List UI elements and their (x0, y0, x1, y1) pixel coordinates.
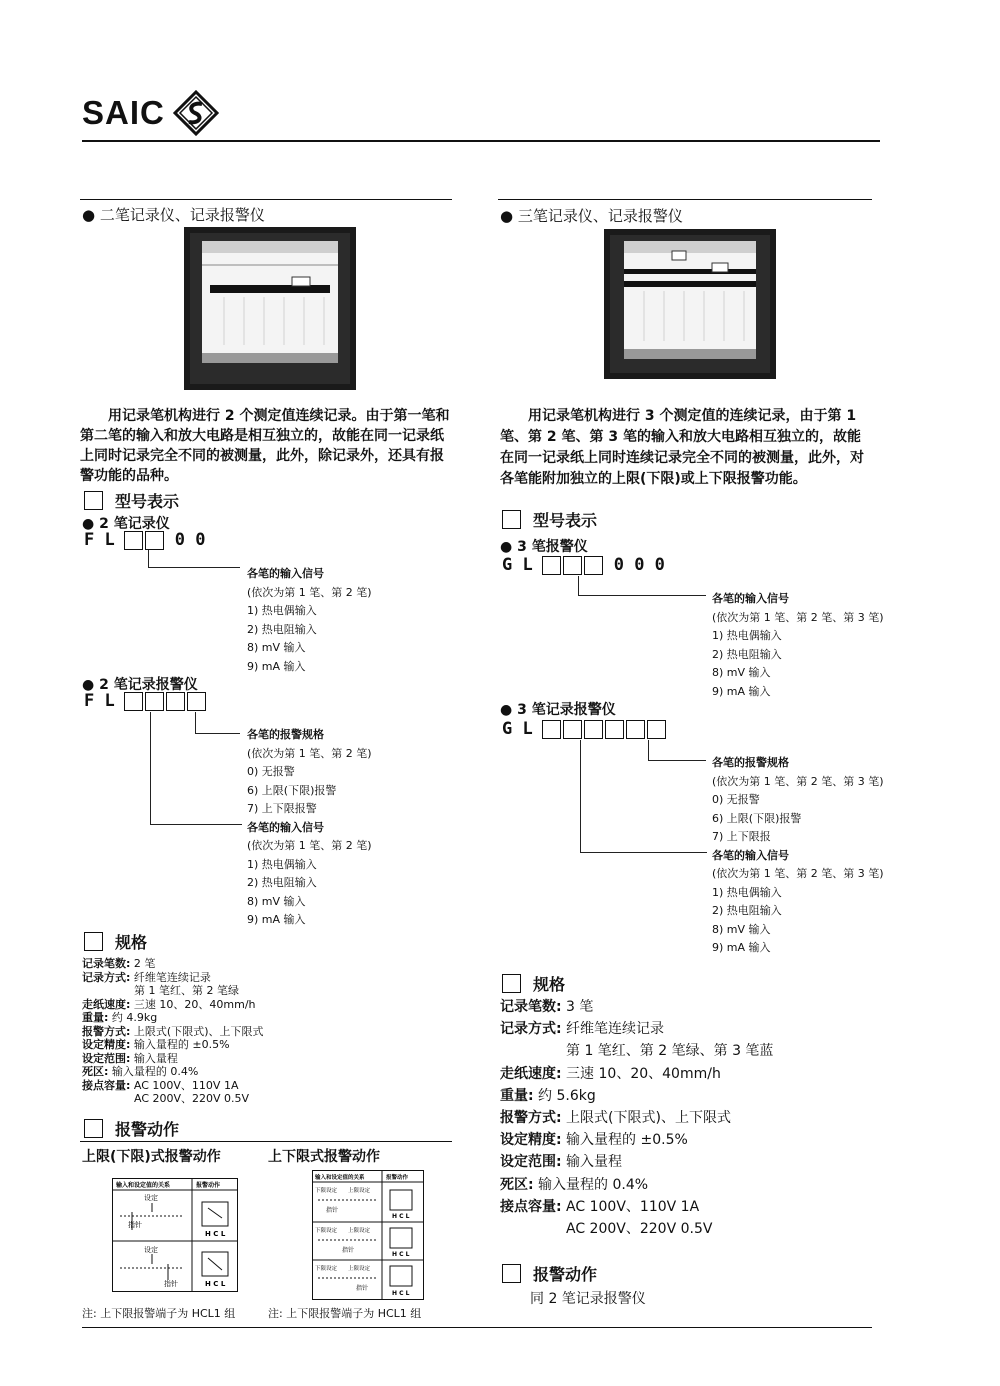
right-rec-options: 各笔的输入信号 (依次为第 1 笔、第 2 笔、第 3 笔) 1) 热电偶输入 2) 热电阻输入 8) mV 输入 9) mA 输入 (712, 592, 884, 698)
diag-pointer-label: 指针 (342, 1247, 355, 1254)
right-description: 用记录笔机构进行 3 个测定值的连续记录，由于第 1 笔、第 2 笔、第 3 笔的输入和放大电路相互独立的，故能在同一记录纸上同时连续记录完全不同的被测量，此外，对各笔能附加独立的上限(下限)或上下限报警功能。 (500, 408, 864, 487)
right-model-header: 型号表示 (502, 508, 597, 531)
diag-set-label: 设定 (144, 1194, 158, 1202)
code-box (124, 692, 143, 711)
code-box (584, 556, 603, 575)
left-alarm-bullet: ● 2 笔记录报警仪 (82, 677, 198, 693)
checkbox-square-icon (84, 1119, 103, 1138)
diag-hcl-label: H C L (392, 1251, 410, 1258)
right-alarm-bullet: ● 3 笔记录报警仪 (500, 702, 616, 718)
diag-lower-label: 下限设定 (315, 1188, 338, 1194)
left-title-rule (80, 199, 452, 200)
right-alarm-header: 报警动作 (502, 1262, 597, 1285)
code-box (166, 692, 185, 711)
alarm-diagram-b-svg (312, 1170, 424, 1300)
logo-text: SAIC (82, 94, 165, 131)
alarm-a-title: 上限(下限)式报警动作 (82, 1149, 221, 1165)
brand-logo (82, 90, 219, 136)
diag-col1-label: 输入和设定值的关系 (116, 1182, 171, 1189)
code-box (124, 531, 143, 550)
diag-col1-label: 输入和设定值的关系 (315, 1175, 365, 1181)
code-box (145, 531, 164, 550)
right-alarm-code: G L (502, 719, 667, 739)
diag-upper-label: 上限设定 (348, 1188, 371, 1194)
left-section-title: ● 二笔记录仪、记录报警仪 (82, 206, 265, 224)
right-specs: 记录笔数: 3 笔 记录方式: 纤维笔连续记录 第 1 笔红、第 2 笔绿、第 3 笔蓝 走纸速度: 三速 10、20、40mm/h 重量: 约 5.6kg 报警方式: 上限式(下限式)、上下限式 设定精度: 输入量程的 ±0.5% 设定范围: 输入量程 死区: 输入量程的 0.4% 接点容量: AC 100V、110V 1A AC 200V、220V 0.5V (500, 999, 774, 1238)
diag-pointer-label: 指针 (128, 1221, 142, 1229)
diag-upper-label: 上限设定 (348, 1266, 371, 1272)
footer-rule (82, 1327, 872, 1328)
left-spec-header: 规格 (84, 930, 147, 953)
diag-hcl-label: H C L (205, 1230, 226, 1238)
right-recorder-photo (604, 229, 776, 379)
header-rule (82, 140, 880, 142)
recorder-image (604, 229, 776, 379)
left-rec-options: 各笔的输入信号 (依次为第 1 笔、第 2 笔) 1) 热电偶输入 2) 热电阻输入 8) mV 输入 9) mA 输入 (247, 567, 372, 673)
alarm-rule (80, 1141, 452, 1142)
left-rec-bullet: ● 2 笔记录仪 (82, 516, 170, 532)
alarm-diagram-a-svg (112, 1178, 238, 1292)
code-box (563, 556, 582, 575)
code-box (542, 556, 561, 575)
bullet-icon: ● (500, 207, 518, 225)
left-model-header: 型号表示 (84, 489, 179, 512)
diag-pointer-label: 指针 (356, 1285, 369, 1292)
code-box (584, 720, 603, 739)
alarm-diagram-a (112, 1178, 238, 1292)
right-spec-header: 规格 (502, 972, 565, 995)
right-rec-bullet: ● 3 笔报警仪 (500, 539, 588, 555)
diag-lower-label: 下限设定 (315, 1228, 338, 1234)
code-box (563, 720, 582, 739)
diag-lower-label: 下限设定 (315, 1266, 338, 1272)
code-box (647, 720, 666, 739)
right-alarm-text: 同 2 笔记录报警仪 (530, 1291, 646, 1307)
left-alarm-spec-options: 各笔的报警规格 (依次为第 1 笔、第 2 笔) 0) 无报警 6) 上限(下限)报警 7) 上下限报警 各笔的输入信号 (依次为第 1 笔、第 2 笔) 1) 热电偶输入 2) 热电阻输入 8) mV 输入 9) mA 输入 (247, 728, 372, 926)
right-title-rule (498, 199, 872, 200)
left-description: 用记录笔机构进行 2 个测定值连续记录。由于第一笔和第二笔的输入和放大电路是相互独立的，故能在同一记录纸上同时记录完全不同的被测量，此外，除记录外，还具有报警功能的品种。 (80, 408, 450, 484)
code-box (605, 720, 624, 739)
checkbox-square-icon (84, 491, 103, 510)
code-box (542, 720, 561, 739)
diag-hcl-label: H C L (205, 1280, 226, 1288)
diag-pointer-label: 指针 (164, 1280, 178, 1288)
note-a: 注: 上下限报警端子为 HCL1 组 (82, 1307, 236, 1320)
left-rec-code: F L 0 0 (84, 530, 206, 550)
diag-hcl-label: H C L (392, 1213, 410, 1220)
left-alarm-code: F L (84, 691, 207, 711)
checkbox-square-icon (502, 510, 521, 529)
diag-upper-label: 上限设定 (348, 1228, 371, 1234)
diag-col2-label: 报警动作 (386, 1175, 409, 1181)
diag-hcl-label: H C L (392, 1290, 410, 1297)
diag-set-label: 设定 (144, 1246, 158, 1254)
right-section-title: ● 三笔记录仪、记录报警仪 (500, 207, 683, 225)
diag-col2-label: 报警动作 (196, 1182, 221, 1189)
alarm-diagram-b (312, 1170, 424, 1300)
checkbox-square-icon (502, 974, 521, 993)
left-specs: 记录笔数: 2 笔 记录方式: 纤维笔连续记录 第 1 笔红、第 2 笔绿 走纸速度: 三速 10、20、40mm/h 重量: 约 4.9kg 报警方式: 上限式(下限式)、上下限式 设定精度: 输入量程的 ±0.5% 设定范围: 输入量程 死区: 输入量程的 0.4% 接点容量: AC 100V、110V 1A AC 200V、220V 0.5V (82, 957, 264, 1105)
recorder-image (184, 227, 356, 390)
note-b: 注: 上下限报警端子为 HCL1 组 (268, 1307, 422, 1320)
left-alarm-header: 报警动作 (84, 1117, 179, 1140)
right-rec-code: G L 0 0 0 (502, 555, 665, 575)
code-box (626, 720, 645, 739)
checkbox-square-icon (84, 932, 103, 951)
bullet-icon: ● (82, 206, 100, 224)
logo-emblem-icon (173, 90, 219, 136)
checkbox-square-icon (502, 1264, 521, 1283)
code-box (145, 692, 164, 711)
left-recorder-photo (184, 227, 356, 390)
right-alarm-spec-options: 各笔的报警规格 (依次为第 1 笔、第 2 笔、第 3 笔) 0) 无报警 6) 上限(下限)报警 7) 上下限报 各笔的输入信号 (依次为第 1 笔、第 2 笔、第 3 笔) 1) 热电偶输入 2) 热电阻输入 8) mV 输入 9) mA 输入 (712, 756, 884, 954)
diag-pointer-label: 指针 (326, 1207, 339, 1214)
code-box (187, 692, 206, 711)
alarm-b-title: 上下限式报警动作 (268, 1149, 380, 1165)
